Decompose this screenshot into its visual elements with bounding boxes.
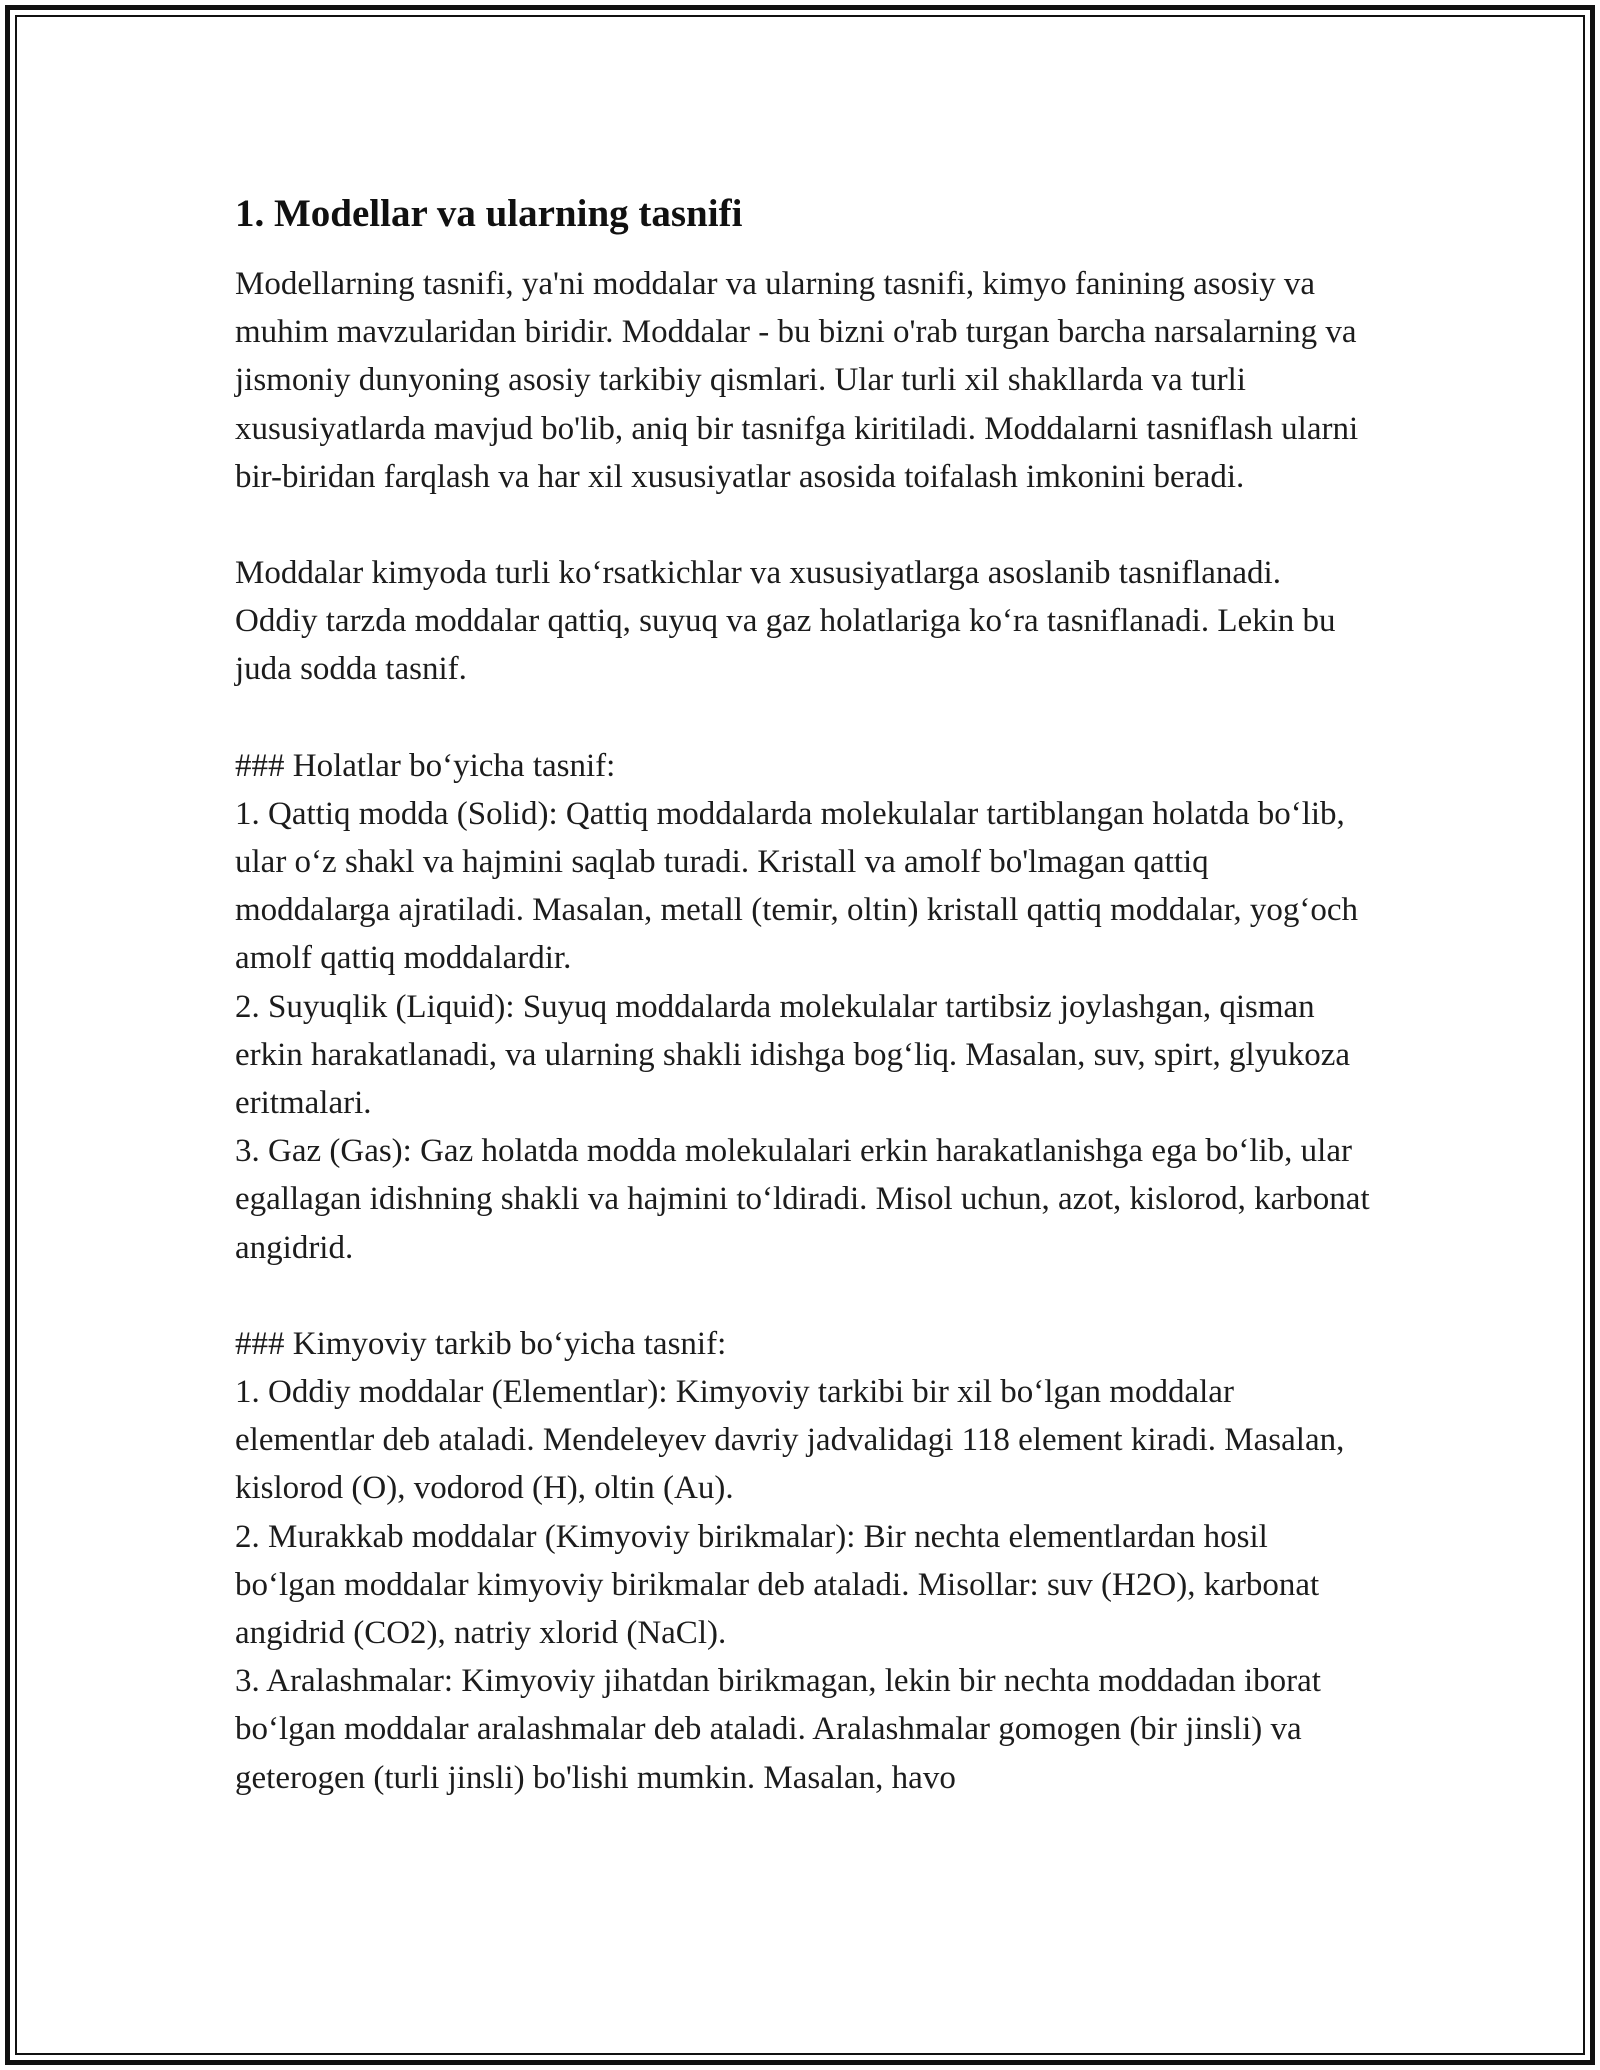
document-body <box>235 188 1370 1802</box>
list-item-solid: 1. Qattiq modda (Solid): Qattiq moddalarda molekulalar tartiblangan holatda bo‘lib, ular o‘z shakl va hajmini saqlab turadi. Kristall va amolf bo'lmagan qattiq moddalarga ajratiladi. Masalan, metall (temir, oltin) kristall qattiq moddalar, yog‘och amolf qattiq moddalardir. <box>235 795 1358 977</box>
paragraph-states-overview: Moddalar kimyoda turli ko‘rsatkichlar va xususiyatlarga asoslanib tasniflanadi. Oddiy tarzda moddalar qattiq, suyuq va gaz holatlariga ko‘ra tasniflanadi. Lekin bu juda sodda tasnif. <box>235 555 1336 688</box>
list-item-liquid: 2. Suyuqlik (Liquid): Suyuq moddalarda molekulalar tartibsiz joylashgan, qisman erkin harakatlanadi, va ularning shakli idishga bog‘liq. Masalan, suv, spirt, glyukoza eritmalari. <box>235 988 1351 1122</box>
paragraph-gap <box>235 694 1370 742</box>
section-heading-composition: ### Kimyoviy tarkib bo‘yicha tasnif: <box>235 1325 727 1362</box>
paragraph-gap <box>235 501 1370 549</box>
document-title: 1. Modellar va ularning tasnifi <box>235 192 743 235</box>
list-item-mixtures: 3. Aralashmalar: Kimyoviy jihatdan birikmagan, lekin bir nechta moddadan iborat bo‘lgan moddalar aralashmalar deb ataladi. Aralashmalar gomogen (bir jinsli) va geterogen (turli jinsli) bo'lishi mumkin. Masalan, havo <box>235 1663 1321 1796</box>
paragraph-gap <box>235 1272 1370 1320</box>
list-item-elements: 1. Oddiy moddalar (Elementlar): Kimyoviy tarkibi bir xil bo‘lgan moddalar elementlar deb ataladi. Mendeleyev davriy jadvalidagi 118 element kiradi. Masalan, kislorod (O), vodorod (H), oltin (Au). <box>235 1374 1345 1507</box>
section-heading-states: ### Holatlar bo‘yicha tasnif: <box>235 747 616 784</box>
list-item-compounds: 2. Murakkab moddalar (Kimyoviy birikmalar): Bir nechta elementlardan hosil bo‘lgan moddalar kimyoviy birikmalar deb ataladi. Misollar: suv (H2O), karbonat angidrid (CO2), natriy xlorid (NaCl). <box>235 1518 1320 1652</box>
list-item-gas: 3. Gaz (Gas): Gaz holatda modda molekulalari erkin harakatlanishga ega bo‘lib, ular egallagan idishning shakli va hajmini to‘ldiradi. Misol uchun, azot, kislorod, karbonat angidrid. <box>235 1133 1370 1266</box>
paragraph-intro: Modellarning tasnifi, ya'ni moddalar va ularning tasnifi, kimyo fanining asosiy va muhim mavzularidan biridir. Moddalar - bu bizni o'rab turgan barcha narsalarning va jismoniy dunyoning asosiy tarkibiy qismlari. Ular turli xil shakllarda va turli xususiyatlarda mavjud bo'lib, aniq bir tasnifga kiritiladi. Moddalarni tasniflash ularni bir-biridan farqlash va har xil xususiyatlar asosida toifalash imkonini beradi. <box>235 266 1359 495</box>
